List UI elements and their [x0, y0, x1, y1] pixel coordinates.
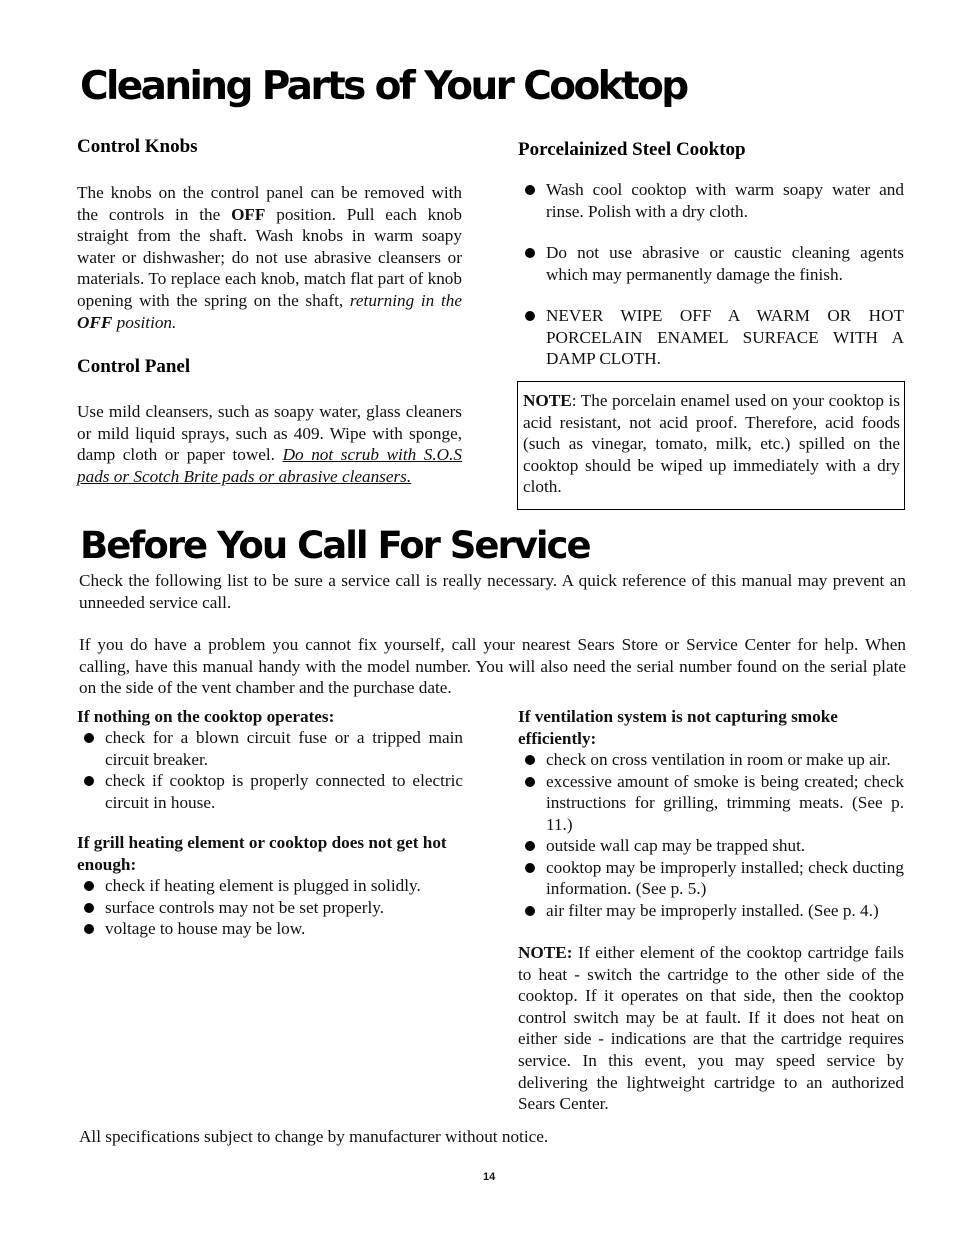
ventilation-heading: If ventilation system is not capturing smoke efficiently: [518, 707, 838, 748]
list-item: Wash cool cooktop with warm soapy water and rinse. Polish with a dry cloth. [518, 179, 904, 222]
service-intro-2: If you do have a problem you cannot fix yourself, call your nearest Sears Store or Service Center for help. When calling, have this manual handy with the model number. You will also need the serial number found on the serial plate on the side of the vent chamber and the purchase date. [79, 635, 906, 698]
list-item: excessive amount of smoke is being created; check instructions for grilling, trimming meats. (See p. 11.) [518, 771, 904, 836]
control-knobs-text-4: position. [112, 312, 177, 332]
control-panel-warning: Do not scrub with S.O.S pads or Scotch Brite pads or abrasive cleansers. [77, 445, 462, 486]
grill-heating-heading: If grill heating element or cooktop does not get hot enough: [77, 833, 447, 874]
list-item: surface controls may not be set properly. [77, 897, 463, 919]
nothing-operates-list [77, 727, 463, 813]
control-knobs-text [77, 182, 462, 333]
control-knobs-text-2: position. Pull each knob straight from the shaft. Wash knobs in warm soapy water or dishwasher; do not use abrasive cleansers or materials. To replace each knob, match flat part of knob opening with the spring on the shaft, [77, 204, 462, 310]
list-item: check if heating element is plugged in solidly. [77, 875, 463, 897]
porcelain-heading: Porcelainized Steel Cooktop [518, 139, 746, 160]
note-text: If either element of the cooktop cartridge fails to heat - switch the cartridge to the other side of the cooktop. If it operates on that side, then the cooktop control switch may be at fault. If it does not heat on either side - indications are that the cartridge requires service. In this event, you may speed service by delivering the lightweight cartridge to an authorized Sears Center. [518, 943, 904, 1114]
control-panel-text-1: Use mild cleansers, such as soapy water, glass cleaners or mild liquid sprays, such as 409. Wipe with sponge, damp cloth or paper towel. [77, 402, 462, 465]
note-text: : The porcelain enamel used on your cooktop is acid resistant, not acid proof. Therefore, acid foods (such as vinegar, tomato, milk, etc.) spilled on the cooktop should be wiped up immediately with a dry cloth. [523, 391, 900, 497]
list-item: outside wall cap may be trapped shut. [518, 835, 904, 857]
page-number: 14 [483, 1171, 496, 1183]
porcelain-bullet-list [518, 179, 904, 390]
cartridge-note [518, 942, 904, 1115]
nothing-operates-heading: If nothing on the cooktop operates: [77, 707, 335, 726]
ventilation-list [518, 749, 904, 921]
porcelain-note-box [517, 381, 905, 510]
control-knobs-heading: Control Knobs [77, 136, 198, 157]
page-title: Cleaning Parts of Your Cooktop [80, 64, 687, 109]
grill-heating-list [77, 875, 463, 940]
list-item: voltage to house may be low. [77, 918, 463, 940]
list-item: check if cooktop is properly connected to electric circuit in house. [77, 770, 463, 813]
control-panel-text [77, 401, 462, 487]
control-panel-heading: Control Panel [77, 356, 191, 377]
footer-note: All specifications subject to change by manufacturer without notice. [79, 1127, 549, 1146]
list-item: NEVER WIPE OFF A WARM OR HOT PORCELAIN ENAMEL SURFACE WITH A DAMP CLOTH. [518, 305, 904, 370]
list-item: check on cross ventilation in room or make up air. [518, 749, 904, 771]
off-label: OFF [231, 204, 266, 224]
control-knobs-text-3: returning in the [349, 290, 462, 310]
note-label: NOTE [523, 391, 572, 410]
control-knobs-text-1: The knobs on the control panel can be removed with the controls in the [77, 183, 462, 224]
list-item: Do not use abrasive or caustic cleaning agents which may permanently damage the finish. [518, 242, 904, 285]
list-item: air filter may be improperly installed. (See p. 4.) [518, 900, 904, 922]
note-label: NOTE: [518, 943, 573, 962]
service-intro-1: Check the following list to be sure a service call is really necessary. A quick reference of this manual may prevent an unneeded service call. [79, 571, 906, 612]
list-item: cooktop may be improperly installed; check ducting information. (See p. 5.) [518, 857, 904, 900]
list-item: check for a blown circuit fuse or a tripped main circuit breaker. [77, 727, 463, 770]
section-title: Before You Call For Service [80, 524, 590, 567]
off-label-italic: OFF [77, 312, 113, 332]
